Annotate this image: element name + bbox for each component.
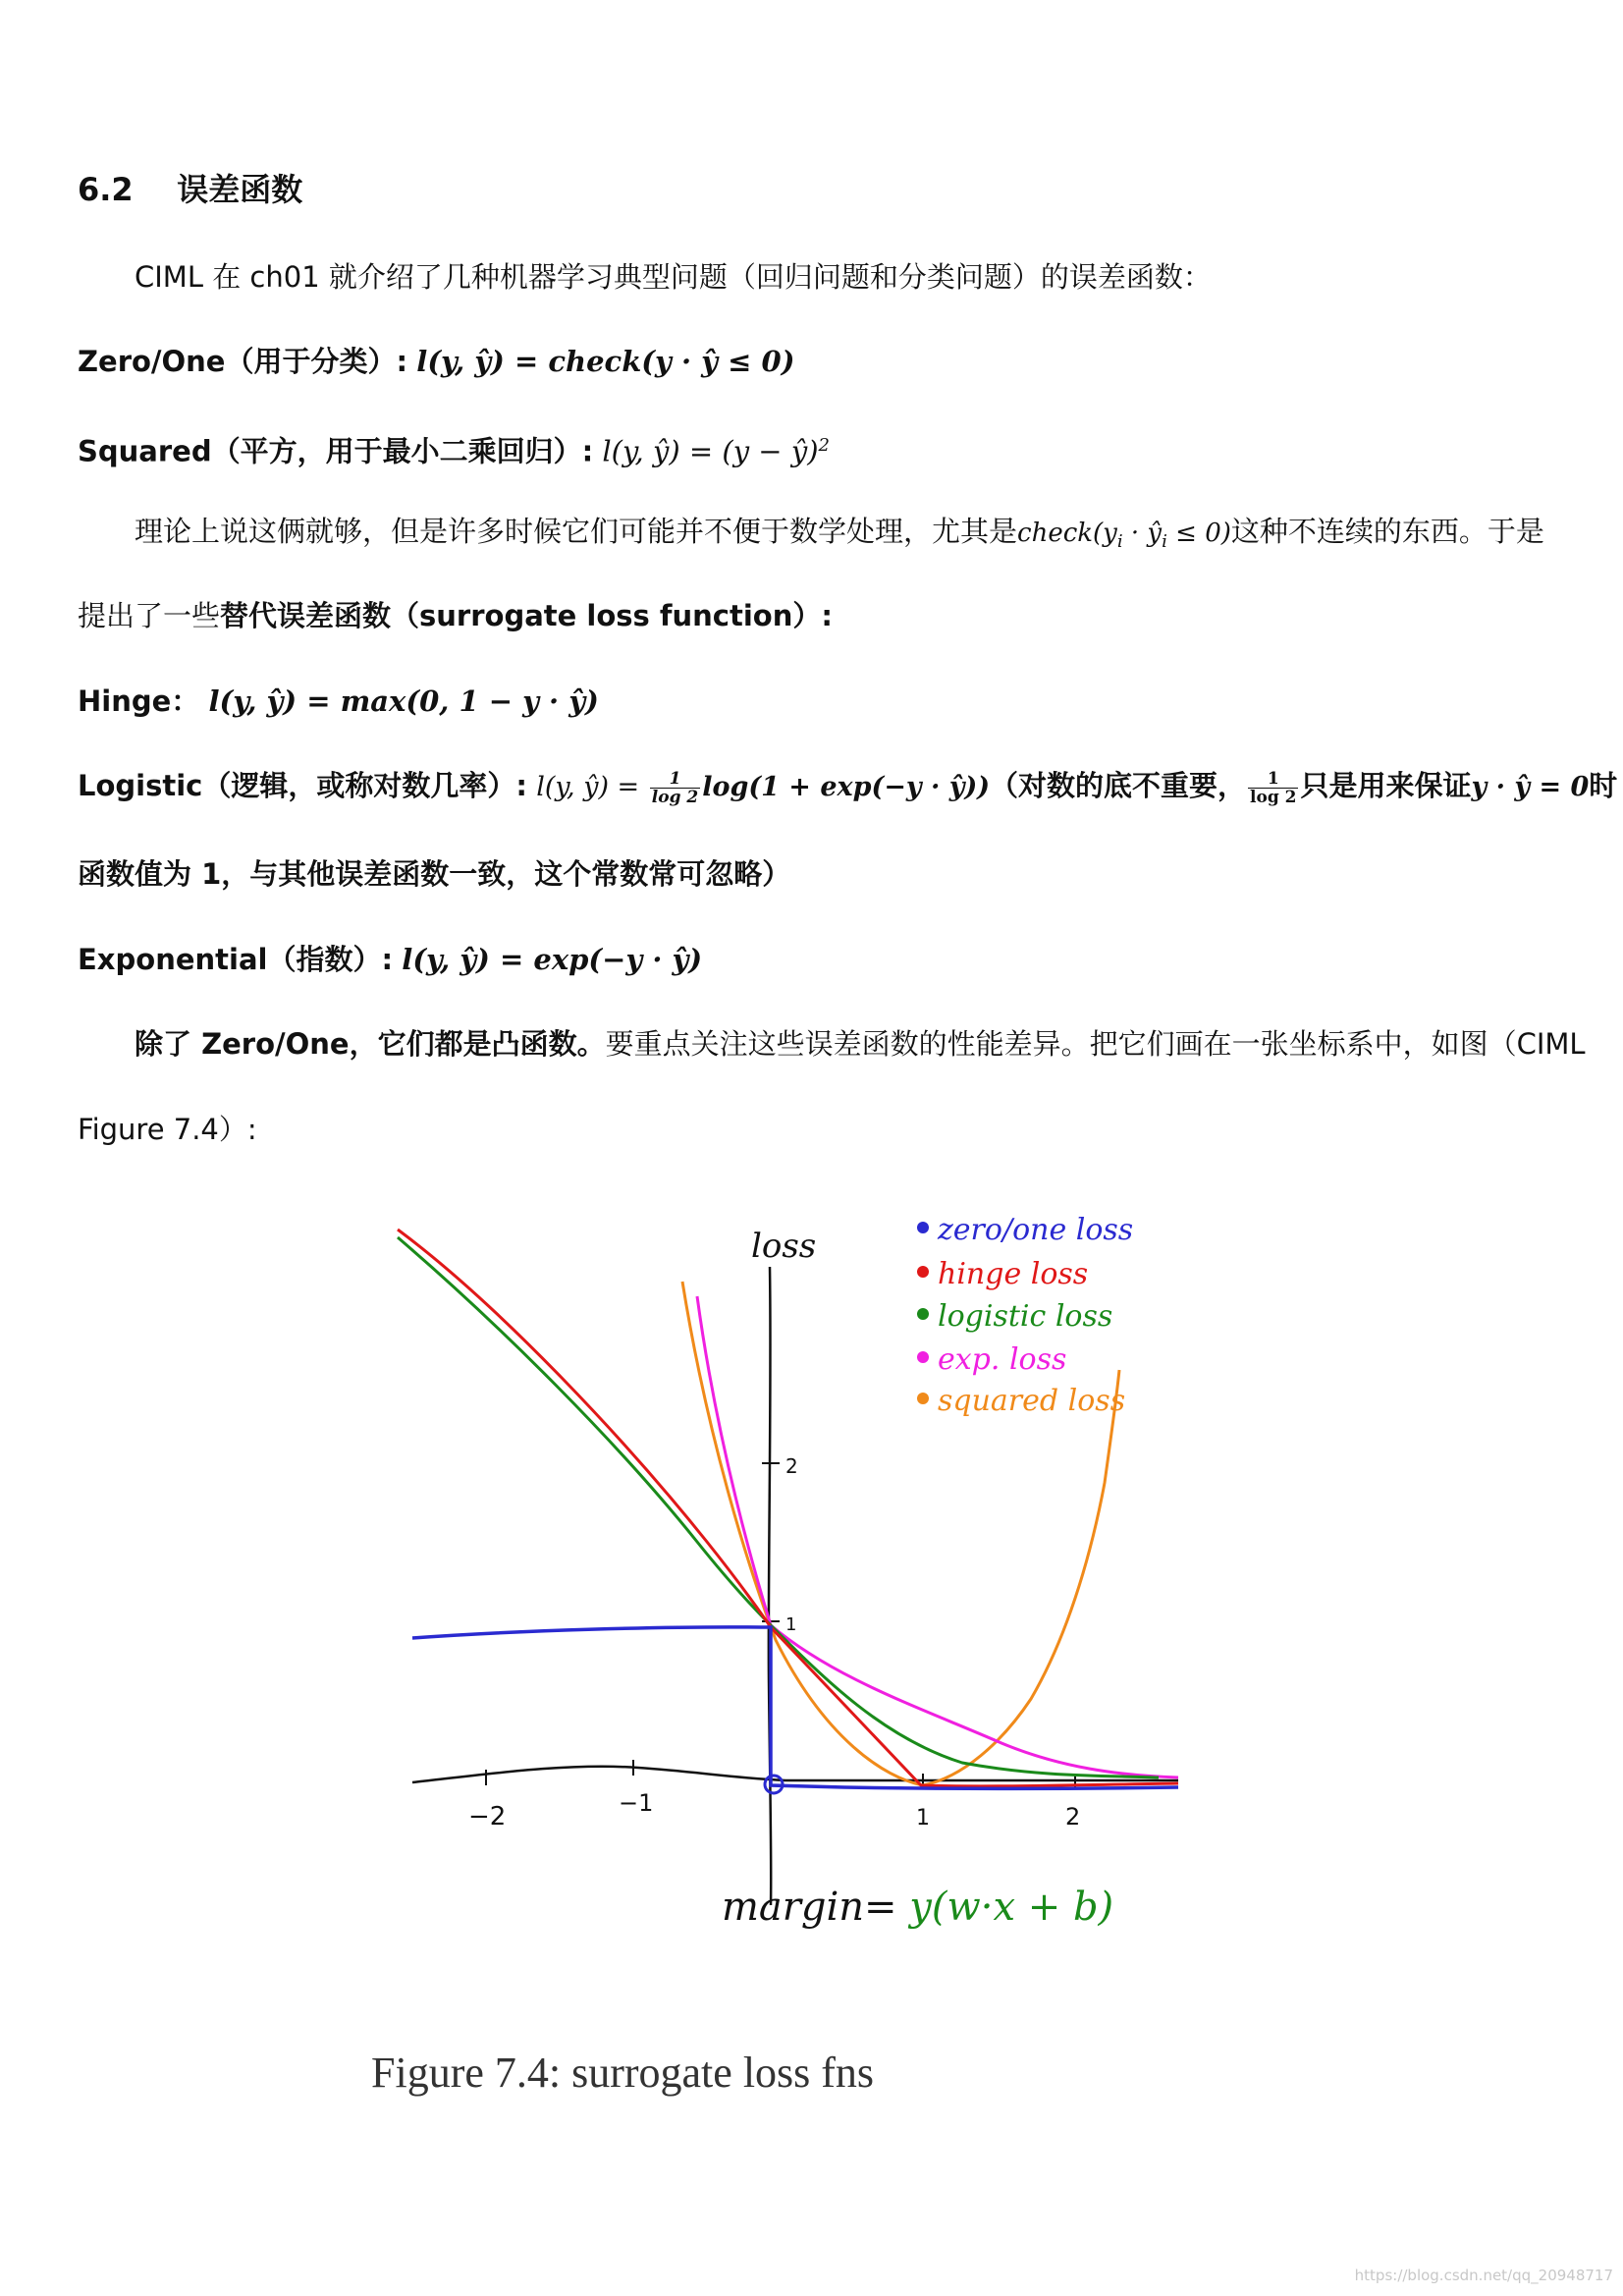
hinge-label: Hinge： — [78, 684, 200, 718]
zero-one-definition — [78, 342, 794, 381]
logistic-note-fraction: $\frac{1}{\log 2}$ — [1250, 768, 1297, 807]
logistic-note-3: 时 — [1589, 769, 1618, 802]
paragraph-2-line-1 — [135, 512, 1544, 562]
hinge-definition — [78, 682, 599, 721]
legend — [917, 1213, 1133, 1418]
squared-exponent: 2 — [818, 435, 830, 456]
para2-formula: $check(y_i$ · $ŷ_i \le 0$) — [1017, 519, 1231, 553]
logistic-note-formula: y · ŷ = 0 — [1471, 772, 1590, 802]
y-axis — [769, 1267, 771, 1905]
zero-one-label: Zero/One（用于分类）: — [78, 345, 408, 378]
figure-caption: Figure 7.4: surrogate loss fns — [371, 2049, 875, 2097]
legend-marker-zero-one — [917, 1222, 929, 1233]
intro-paragraph: CIML 在 ch01 就介绍了几种机器学习典型问题（回归问题和分类问题）的误差函数： — [135, 260, 1212, 294]
logistic-note-2: 只是用来保证 — [1300, 769, 1472, 802]
squared-formula: l(y, ŷ) = (y − ŷ) — [602, 434, 819, 468]
logistic-definition — [78, 766, 1617, 807]
exponential-definition — [78, 940, 702, 979]
legend-marker-exp — [917, 1351, 929, 1363]
hinge-formula: l(y, ŷ) = max(0, 1 − y · ŷ) — [208, 684, 599, 718]
logistic-label: Logistic（逻辑，或称对数几率）: — [78, 769, 527, 802]
squared-label: Squared（平方，用于最小二乘回归）: — [78, 434, 594, 468]
legend-label-logistic: logistic loss — [938, 1299, 1113, 1334]
legend-label-hinge: hinge loss — [938, 1257, 1089, 1291]
exponential-label: Exponential（指数）: — [78, 943, 394, 976]
logistic-note-line-2: 函数值为 1，与其他误差函数一致，这个常数常可忽略） — [78, 857, 791, 891]
squared-definition — [78, 426, 830, 471]
y-tick-label-2: 2 — [785, 1454, 798, 1478]
section-title: 误差函数 — [177, 171, 303, 208]
y-axis-label: loss — [751, 1227, 817, 1266]
paragraph-3-line-1 — [135, 1024, 1586, 1064]
para2-text-2: 这种不连续的东西。于是 — [1230, 515, 1544, 548]
legend-label-squared: squared loss — [938, 1384, 1126, 1418]
legend-marker-squared — [917, 1393, 929, 1404]
logistic-formula: l(y, ŷ) = $\frac{1}{\log 2}$ log(1 + exp(−y · ŷ)) — [536, 769, 991, 807]
y-tick-label-1: 1 — [785, 1614, 797, 1635]
logistic-note-1: （对数的底不重要， — [990, 769, 1247, 802]
exponential-formula: l(y, ŷ) = exp(−y · ŷ) — [402, 943, 703, 976]
paragraph-3-line-2: Figure 7.4）: — [78, 1113, 257, 1146]
para2-line2-prefix: 提出了一些 — [78, 599, 221, 632]
x-tick-label-neg1: −1 — [619, 1789, 654, 1817]
watermark: https://blog.csdn.net/qq_20948717 — [1354, 2267, 1613, 2284]
x-tick-label-neg2: −2 — [468, 1802, 507, 1831]
x-axis-label: margin= y(w·x + b) — [722, 1885, 1114, 1930]
para2-line2-bold: 替代误差函数（surrogate loss function）: — [220, 599, 833, 632]
legend-marker-logistic — [917, 1308, 929, 1320]
legend-marker-hinge — [917, 1266, 929, 1278]
section-heading — [78, 170, 302, 209]
x-tick-label-2: 2 — [1065, 1803, 1081, 1831]
x-tick-label-1: 1 — [916, 1806, 930, 1831]
surrogate-loss-figure — [373, 1188, 1208, 1974]
paragraph-2-line-2 — [78, 596, 833, 635]
para3-rest: 要重点关注这些误差函数的性能差异。把它们画在一张坐标系中，如图（CIML — [605, 1027, 1586, 1061]
legend-label-exp: exp. loss — [938, 1342, 1067, 1377]
zero-one-formula: l(y, ŷ) = check(y · ŷ ≤ 0) — [416, 345, 795, 378]
para2-text-1: 理论上说这俩就够，但是许多时候它们可能并不便于数学处理，尤其是 — [135, 515, 1018, 548]
section-number: 6.2 — [78, 171, 134, 208]
legend-label-zero-one: zero/one loss — [938, 1213, 1134, 1247]
para3-bold: 除了 Zero/One，它们都是凸函数。 — [135, 1027, 606, 1061]
